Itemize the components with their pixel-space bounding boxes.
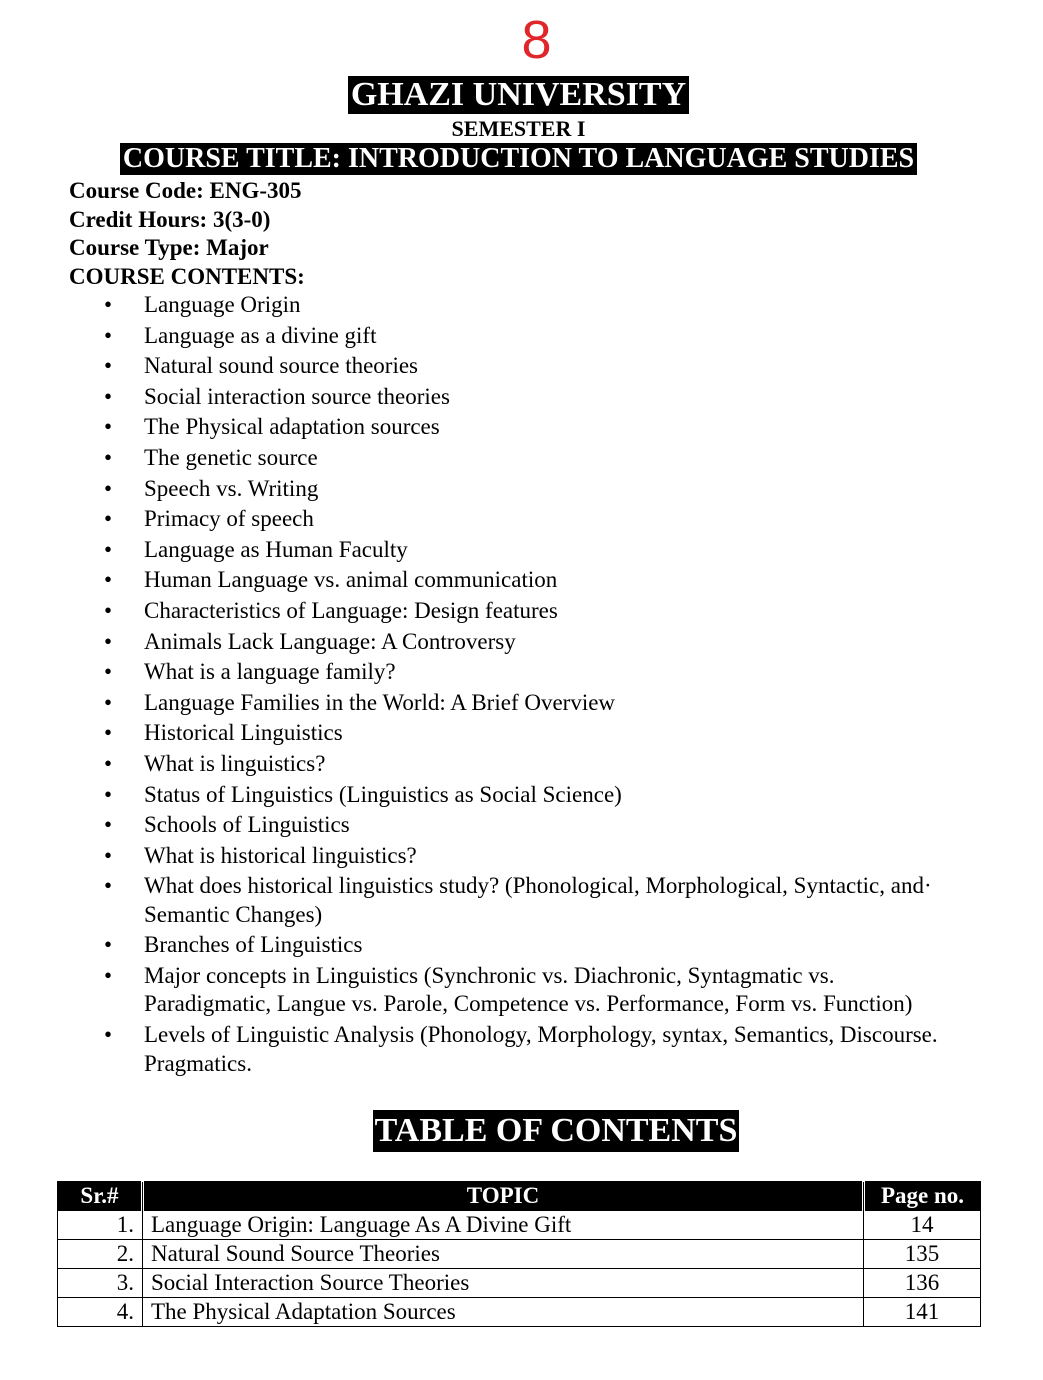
list-item-text: Human Language vs. animal communication [144, 567, 558, 593]
bullet-icon: • [104, 506, 113, 532]
list-item [104, 352, 964, 381]
list-item [104, 566, 964, 595]
toc-page: 135 [864, 1240, 981, 1269]
bullet-icon: • [104, 322, 113, 348]
course-meta [69, 177, 305, 291]
list-item-text: Status of Linguistics (Linguistics as Social Science) [144, 781, 622, 807]
bullet-icon: • [104, 414, 113, 440]
toc-page: 136 [864, 1269, 981, 1298]
toc-sr: 3. [58, 1269, 143, 1298]
toc-sr: 4. [58, 1298, 143, 1327]
toc-topic: Social Interaction Source Theories [143, 1269, 864, 1298]
list-item [104, 1021, 964, 1078]
toc-page: 141 [864, 1298, 981, 1327]
list-item [104, 689, 964, 718]
toc-table [57, 1181, 981, 1327]
list-item-text: Primacy of speech [144, 506, 314, 532]
list-item-text: The genetic source [144, 444, 318, 470]
list-item [104, 658, 964, 687]
bullet-icon: • [104, 292, 113, 317]
list-item-text: Language Families in the World: A Brief Overview [144, 689, 616, 715]
bullet-icon: • [104, 750, 113, 776]
list-item-text: Branches of Linguistics [144, 932, 363, 958]
list-item [104, 413, 964, 442]
list-item-text: Schools of Linguistics [144, 812, 350, 838]
bullet-icon: • [104, 812, 113, 838]
bullet-icon: • [104, 353, 113, 379]
list-item [104, 628, 964, 657]
list-item-text: Characteristics of Language: Design features [144, 597, 558, 623]
list-item [104, 872, 964, 929]
table-row [58, 1240, 981, 1269]
bullet-icon: • [104, 720, 113, 746]
toc-page: 14 [864, 1211, 981, 1240]
list-item-text: Language as Human Faculty [144, 536, 408, 562]
toc-topic: Natural Sound Source Theories [143, 1240, 864, 1269]
list-item-text: What does historical linguistics study? (Phonological, Morphological, Syntactic, and· Semantic Changes) [144, 873, 932, 927]
semester-label: SEMESTER I [451, 116, 586, 141]
list-item-text: Historical Linguistics [144, 720, 343, 746]
list-item [104, 781, 964, 810]
bullet-icon: • [104, 659, 113, 685]
col-header-topic: TOPIC [143, 1182, 864, 1211]
list-item [104, 322, 964, 351]
bullet-icon: • [104, 444, 113, 470]
bullet-icon: • [104, 536, 113, 562]
list-item-text: Language Origin [144, 292, 301, 317]
toc-heading: TABLE OF CONTENTS [373, 1110, 740, 1152]
list-item-text: Animals Lack Language: A Controversy [144, 628, 516, 654]
toc-topic: The Physical Adaptation Sources [143, 1298, 864, 1327]
toc-sr: 2. [58, 1240, 143, 1269]
bullet-icon: • [104, 962, 113, 988]
bullet-icon: • [104, 383, 113, 409]
bullet-icon: • [104, 1022, 113, 1048]
list-item-text: What is historical linguistics? [144, 842, 417, 868]
list-item [104, 536, 964, 565]
list-item-text: Social interaction source theories [144, 383, 450, 409]
col-header-sr: Sr.# [58, 1182, 143, 1211]
list-item [104, 931, 964, 960]
bullet-icon: • [104, 689, 113, 715]
toc-topic: Language Origin: Language As A Divine Gift [143, 1211, 864, 1240]
bullet-icon: • [104, 873, 113, 899]
university-name: GHAZI UNIVERSITY [348, 76, 689, 114]
list-item [104, 475, 964, 504]
list-item [104, 842, 964, 871]
contents-heading: COURSE CONTENTS: [69, 263, 305, 289]
col-header-page: Page no. [864, 1182, 981, 1211]
course-title: COURSE TITLE: INTRODUCTION TO LANGUAGE STUDIES [120, 143, 917, 175]
bullet-icon: • [104, 567, 113, 593]
credit-hours: Credit Hours: 3(3-0) [69, 206, 271, 232]
table-row [58, 1298, 981, 1327]
list-item [104, 962, 964, 1019]
list-item [104, 811, 964, 840]
list-item [104, 383, 964, 412]
list-item-text: Natural sound source theories [144, 353, 419, 379]
list-item-text: What is linguistics? [144, 750, 326, 776]
table-row [58, 1211, 981, 1240]
bullet-icon: • [104, 628, 113, 654]
bullet-icon: • [104, 475, 113, 501]
list-item [104, 444, 964, 473]
table-row [58, 1269, 981, 1298]
list-item [104, 597, 964, 626]
list-item-text: What is a language family? [144, 659, 396, 685]
course-code: Course Code: ENG-305 [69, 178, 302, 203]
list-item [104, 719, 964, 748]
bullet-icon: • [104, 842, 113, 868]
course-contents-list [104, 291, 964, 1080]
list-item [104, 750, 964, 779]
list-item-text: Levels of Linguistic Analysis (Phonology, Morphology, syntax, Semantics, Discourse. Pragmatics. [144, 1022, 938, 1076]
toc-sr: 1. [58, 1211, 143, 1240]
list-item [104, 505, 964, 534]
list-item [104, 291, 964, 320]
list-item-text: The Physical adaptation sources [144, 414, 440, 440]
toc-header-row [58, 1182, 981, 1211]
bullet-icon: • [104, 932, 113, 958]
bullet-icon: • [104, 781, 113, 807]
list-item-text: Language as a divine gift [144, 322, 377, 348]
list-item-text: Speech vs. Writing [144, 475, 319, 501]
page-number: 8 [521, 10, 552, 70]
course-type: Course Type: Major [69, 235, 269, 260]
list-item-text: Major concepts in Linguistics (Synchronic vs. Diachronic, Syntagmatic vs. Paradigmatic, Langue vs. Parole, Competence vs. Performance, Form vs. Function) [144, 962, 913, 1017]
bullet-icon: • [104, 597, 113, 623]
